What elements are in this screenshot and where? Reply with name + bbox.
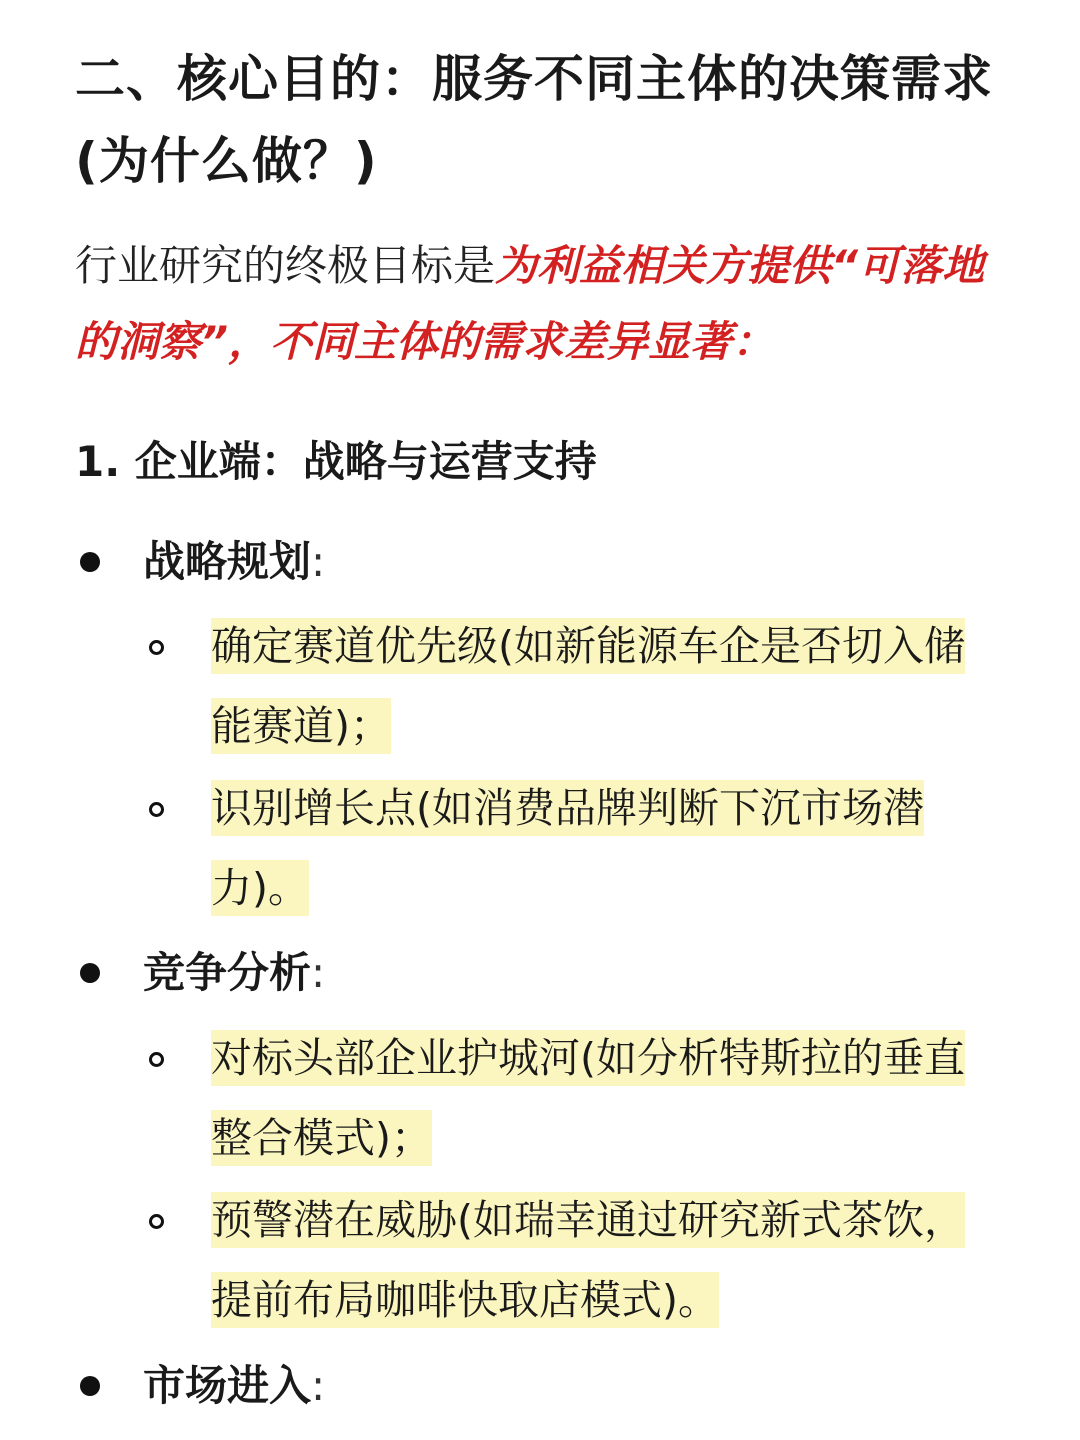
intro-plain-text: 行业研究的终极目标是 xyxy=(75,241,496,290)
filled-dot-icon xyxy=(80,963,100,983)
hollow-circle-icon xyxy=(149,802,164,817)
bullet-colon: : xyxy=(311,1361,326,1410)
bullet-label: 竞争分析 xyxy=(143,948,312,997)
bullet-colon: : xyxy=(311,948,326,997)
filled-dot-icon xyxy=(80,552,100,572)
hollow-circle-icon xyxy=(149,1214,164,1229)
sub-item-text: 识别增长点(如消费品牌判断下沉市场潜力)。 xyxy=(211,780,924,916)
bullet-label: 市场进入 xyxy=(143,1361,312,1410)
bullet-colon: : xyxy=(311,537,326,586)
hollow-circle-icon xyxy=(149,1052,164,1067)
intro-highlight-text: 为利益相关方提供“可落地的洞察”，不同主体的需求差异显著： xyxy=(75,241,985,366)
bullet-item-competition xyxy=(0,941,1080,1005)
bullet-item-strategy xyxy=(0,530,1080,594)
filled-dot-icon xyxy=(80,1376,100,1396)
hollow-circle-icon xyxy=(149,640,164,655)
section-heading: 二、核心目的：服务不同主体的决策需求(为什么做？) xyxy=(75,50,993,190)
bullet-item-market-entry xyxy=(0,1354,1080,1418)
bullet-label: 战略规划 xyxy=(143,537,312,586)
intro-paragraph xyxy=(75,228,1005,380)
subsection-title: 1. 企业端：战略与运营支持 xyxy=(75,437,597,486)
sub-item-text: 对标头部企业护城河(如分析特斯拉的垂直整合模式)； xyxy=(211,1030,965,1166)
sub-item-text: 确定赛道优先级(如新能源车企是否切入储能赛道)； xyxy=(211,618,965,754)
sub-item-text: 预警潜在威胁(如瑞幸通过研究新式茶饮，提前布局咖啡快取店模式)。 xyxy=(211,1192,965,1328)
